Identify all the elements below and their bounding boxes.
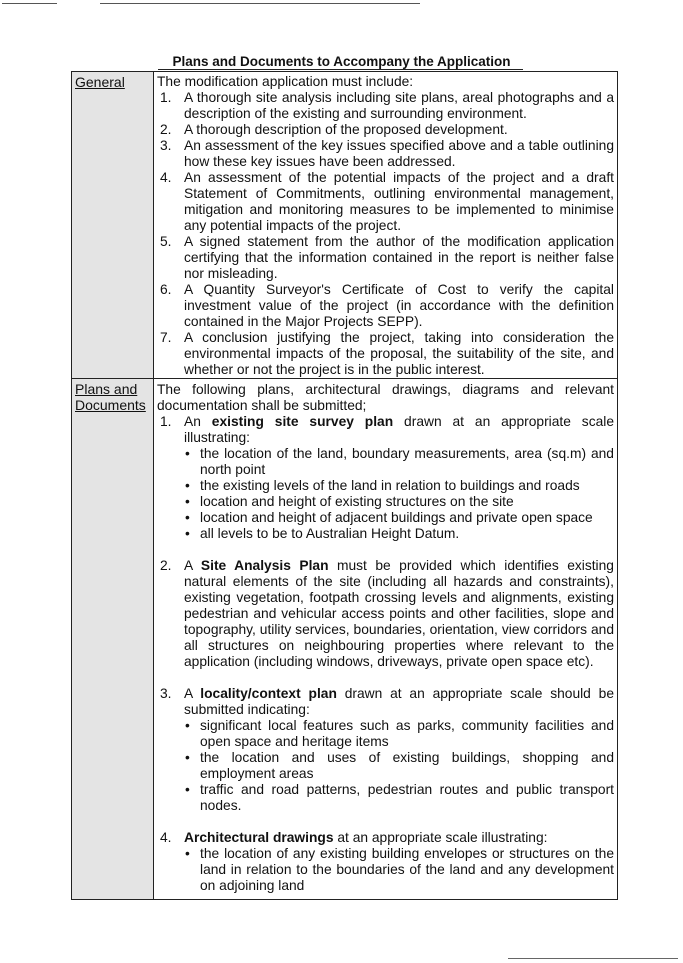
list-item: 7. A conclusion justifying the project, taking into consideration the environmental impacts of the proposal, the suitability of the site, and whether or not the project is in the public interest. <box>160 330 614 377</box>
plans-list <box>157 414 614 894</box>
plans-content <box>154 382 617 894</box>
list-item: 1. A thorough site analysis including site plans, areal photographs and a description of the existing and surrounding environment. <box>160 90 614 121</box>
bullet-item: • location and height of existing structures on the site <box>184 494 614 510</box>
general-label: General <box>75 74 125 90</box>
list-item-locality-plan: 3. A locality/context plan drawn at an appropriate scale should be submitted indicating: • significant local features such as parks, community facilities and open space and heritage items • the location and uses of existing buildings, shopping and employment areas • traffic and road patterns, pedestrian routes and public transport nodes. <box>157 686 614 814</box>
page-title: Plans and Documents to Accompany the Application <box>172 54 511 69</box>
survey-plan-bullets <box>184 446 614 542</box>
list-item-site-analysis: 2. A Site Analysis Plan must be provided which identifies existing natural elements of the site (including all hazards and constraints), existing vegetation, footpath crossing levels and alignments, existing pedestrian and vehicular access points and other facilities, slope and topography, utility services, boundaries, orientation, view corridors and all structures on neighbouring properties where relevant to the application (including windows, driveways, private open space etc). <box>160 558 614 669</box>
general-label-cell <box>72 72 153 378</box>
top-rule-center <box>100 3 420 4</box>
general-content <box>154 74 617 378</box>
list-item: 6. A Quantity Surveyor's Certificate of Cost to verify the capital investment value of the project (in accordance with the definition contained in the Major Projects SEPP). <box>160 282 614 329</box>
plans-label: Plans and Documents <box>75 381 146 413</box>
list-item: 4. An assessment of the potential impacts of the project and a draft Statement of Commitments, outlining environmental management, mitigation and monitoring measures to be implemented to minimise any potential impacts of the project. <box>160 170 614 233</box>
bullet-item: • all levels to be to Australian Height Datum. <box>184 526 614 542</box>
locality-plan-bullets <box>184 718 614 814</box>
title-underline <box>158 69 523 70</box>
bullet-item: • the location of the land, boundary measurements, area (sq.m) and north point <box>184 446 614 478</box>
list-item-survey-plan: 1. An existing site survey plan drawn at an appropriate scale illustrating: • the location of the land, boundary measurements, area (sq.m) and north point • the existing levels of the land in relation to buildings and roads • location and height of existing structures on the site • location and height of adjacent buildings and private open space • all levels to be to Australian Height Datum. <box>157 414 614 542</box>
plans-label-cell <box>72 379 153 899</box>
bullet-item: • the location of any existing building envelopes or structures on the land in relation to the boundaries of the land and any development on adjoining land <box>184 846 614 894</box>
bullet-item: • traffic and road patterns, pedestrian routes and public transport nodes. <box>184 782 614 814</box>
bullet-item: • location and height of adjacent buildings and private open space <box>184 510 614 526</box>
general-intro: The modification application must include: <box>157 74 414 89</box>
bottom-rule <box>508 958 678 959</box>
list-item: 5. A signed statement from the author of the modification application certifying that the information contained in the report is neither false nor misleading. <box>160 234 614 281</box>
bullet-item: • the existing levels of the land in relation to buildings and roads <box>184 478 614 494</box>
row-divider <box>72 378 617 379</box>
plans-intro: The following plans, architectural drawings, diagrams and relevant documentation shall be submitted; <box>157 382 614 413</box>
general-list <box>157 90 614 378</box>
list-item-architectural-drawings: 4. Architectural drawings at an appropriate scale illustrating: • the location of any existing building envelopes or structures on the land in relation to the boundaries of the land and any development on adjoining land <box>157 830 614 894</box>
requirements-table <box>71 71 618 900</box>
list-item: 2. A thorough description of the proposed development. <box>160 122 508 137</box>
top-rule-left <box>2 3 57 4</box>
bullet-item: • the location and uses of existing buildings, shopping and employment areas <box>184 750 614 782</box>
list-item: 3. An assessment of the key issues specified above and a table outlining how these key issues have been addressed. <box>160 138 614 169</box>
bullet-item: • significant local features such as parks, community facilities and open space and heritage items <box>184 718 614 750</box>
architectural-drawings-bullets <box>184 846 614 894</box>
